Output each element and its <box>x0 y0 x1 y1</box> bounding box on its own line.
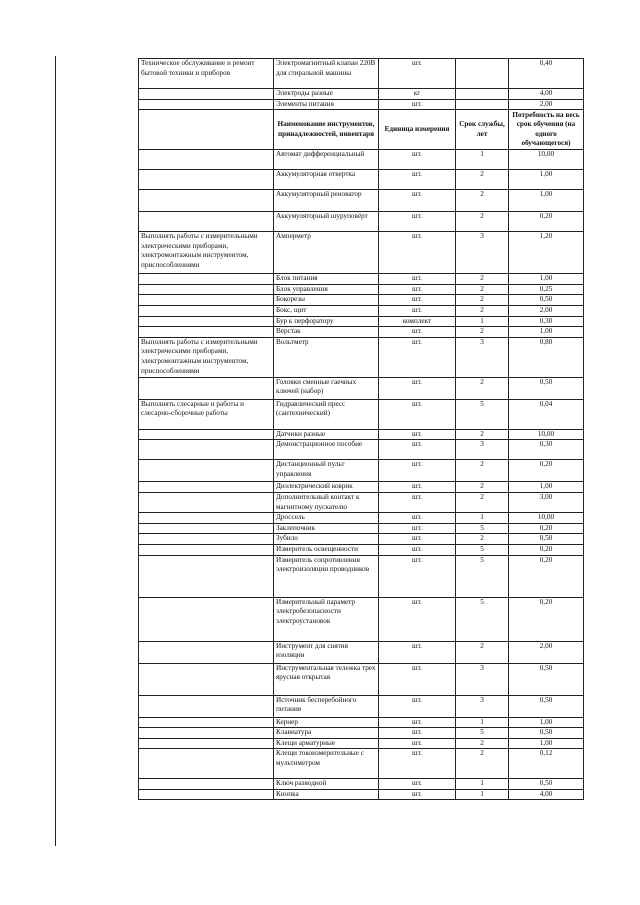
unit-cell: шт. <box>379 399 456 429</box>
table-row <box>139 513 584 524</box>
item-name-cell: Наименование инструментов, принадлежностей, инвентаря <box>274 110 379 150</box>
unit-cell: шт. <box>379 523 456 534</box>
service-life-cell: 2 <box>456 295 509 306</box>
table-row <box>139 641 584 663</box>
requirement-cell: 0,20 <box>509 555 584 597</box>
requirement-cell: 0,50 <box>509 534 584 545</box>
table-row <box>139 59 584 89</box>
table-row <box>139 789 584 800</box>
requirement-cell: 0,40 <box>509 59 584 89</box>
service-life-cell: 3 <box>456 337 509 377</box>
requirement-cell: 1,00 <box>509 170 584 190</box>
item-name-cell: Головки сменные гаечных ключей (набор) <box>274 377 379 399</box>
item-name-cell: Амперметр <box>274 232 379 274</box>
table-row <box>139 150 584 170</box>
item-name-cell: Электроды разные <box>274 89 379 100</box>
requirement-cell: 0,12 <box>509 749 584 779</box>
item-name-cell: Диэлектрический коврик <box>274 482 379 493</box>
unit-cell: шт. <box>379 695 456 717</box>
unit-cell: кг <box>379 89 456 100</box>
unit-cell: шт. <box>379 717 456 728</box>
table-row <box>139 749 584 779</box>
item-name-cell: Клещи токоизмерительные с мультиметром <box>274 749 379 779</box>
unit-cell: шт. <box>379 555 456 597</box>
service-life-cell: 1 <box>456 513 509 524</box>
table-row <box>139 440 584 460</box>
item-name-cell: Кернер <box>274 717 379 728</box>
activity-cell <box>139 717 274 728</box>
item-name-cell: Кнопка <box>274 789 379 800</box>
item-name-cell: Аккумуляторная отвертка <box>274 170 379 190</box>
table-row <box>139 295 584 306</box>
requirement-cell: 0,50 <box>509 728 584 739</box>
activity-cell: Выполнять работы с измерительными электрическими приборами, электромонтажным инструментом, приспособлениями <box>139 232 274 274</box>
activity-cell <box>139 779 274 790</box>
activity-cell <box>139 89 274 100</box>
activity-cell <box>139 641 274 663</box>
table-row <box>139 534 584 545</box>
page-margin-line <box>55 56 56 846</box>
activity-cell <box>139 534 274 545</box>
requirement-cell: 0,30 <box>509 440 584 460</box>
requirement-cell: 0,50 <box>509 663 584 695</box>
item-name-cell: Электромагнитный клапан 220В для стиральной машины <box>274 59 379 89</box>
unit-cell: шт. <box>379 284 456 295</box>
table-row <box>139 284 584 295</box>
requirement-cell: 0,20 <box>509 523 584 534</box>
activity-cell <box>139 274 274 285</box>
service-life-cell: 5 <box>456 597 509 641</box>
requirement-cell: 2,00 <box>509 641 584 663</box>
table-row <box>139 170 584 190</box>
activity-cell <box>139 99 274 110</box>
activity-cell <box>139 377 274 399</box>
service-life-cell: 3 <box>456 440 509 460</box>
item-name-cell: Инструмент для снятия изоляции <box>274 641 379 663</box>
service-life-cell: 5 <box>456 523 509 534</box>
table-row <box>139 492 584 512</box>
service-life-cell: 2 <box>456 492 509 512</box>
requirement-cell: 4,00 <box>509 89 584 100</box>
table-row <box>139 212 584 232</box>
service-life-cell: 2 <box>456 429 509 440</box>
unit-cell: шт. <box>379 99 456 110</box>
activity-cell <box>139 523 274 534</box>
table-row <box>139 555 584 597</box>
requirement-cell: 10,00 <box>509 513 584 524</box>
unit-cell: шт. <box>379 663 456 695</box>
item-name-cell: Бокс, щит <box>274 305 379 316</box>
activity-cell <box>139 295 274 306</box>
activity-cell: Выполнять слесарные и работы и слесарно-сборочные работы <box>139 399 274 429</box>
unit-cell: шт. <box>379 190 456 212</box>
requirement-cell: 2,00 <box>509 305 584 316</box>
activity-cell: Выполнять работы с измерительными электрическими приборами, электромонтажным инструментом, приспособлениями <box>139 337 274 377</box>
service-life-cell: 1 <box>456 789 509 800</box>
table-row <box>139 738 584 749</box>
unit-cell: шт. <box>379 779 456 790</box>
unit-cell: шт. <box>379 212 456 232</box>
item-name-cell: Верстак <box>274 327 379 338</box>
table-row <box>139 399 584 429</box>
activity-cell <box>139 492 274 512</box>
requirement-cell: 10,00 <box>509 429 584 440</box>
activity-cell <box>139 789 274 800</box>
unit-cell: шт. <box>379 59 456 89</box>
item-name-cell: Клавиатура <box>274 728 379 739</box>
item-name-cell: Измерительный параметр электробезопасности электроустановок <box>274 597 379 641</box>
item-name-cell: Зубило <box>274 534 379 545</box>
unit-cell: шт. <box>379 337 456 377</box>
service-life-cell: 5 <box>456 728 509 739</box>
service-life-cell: 5 <box>456 555 509 597</box>
unit-cell: шт. <box>379 641 456 663</box>
table-row <box>139 89 584 100</box>
requirement-cell: 10,00 <box>509 150 584 170</box>
unit-cell: шт. <box>379 749 456 779</box>
table-row <box>139 460 584 482</box>
requirement-cell: 0,25 <box>509 284 584 295</box>
table-row <box>139 523 584 534</box>
table-row <box>139 377 584 399</box>
service-life-cell: 5 <box>456 399 509 429</box>
table-row <box>139 597 584 641</box>
service-life-cell: Срок службы, лет <box>456 110 509 150</box>
equipment-table <box>138 58 584 800</box>
activity-cell <box>139 555 274 597</box>
unit-cell: шт. <box>379 440 456 460</box>
service-life-cell: 2 <box>456 190 509 212</box>
activity-cell <box>139 170 274 190</box>
unit-cell: шт. <box>379 728 456 739</box>
service-life-cell <box>456 89 509 100</box>
activity-cell <box>139 429 274 440</box>
unit-cell: шт. <box>379 513 456 524</box>
unit-cell: шт. <box>379 738 456 749</box>
table-row <box>139 717 584 728</box>
activity-cell <box>139 728 274 739</box>
activity-cell <box>139 150 274 170</box>
unit-cell: комплект <box>379 316 456 327</box>
item-name-cell: Аккумуляторный шуруповёрт <box>274 212 379 232</box>
unit-cell: шт. <box>379 170 456 190</box>
unit-cell: шт. <box>379 789 456 800</box>
service-life-cell: 1 <box>456 779 509 790</box>
service-life-cell <box>456 59 509 89</box>
unit-cell: Единица измерения <box>379 110 456 150</box>
requirement-cell: 0,50 <box>509 779 584 790</box>
requirement-cell: 0,30 <box>509 316 584 327</box>
service-life-cell: 2 <box>456 284 509 295</box>
requirement-cell: 0,50 <box>509 377 584 399</box>
unit-cell: шт. <box>379 305 456 316</box>
unit-cell: шт. <box>379 544 456 555</box>
table-row <box>139 779 584 790</box>
unit-cell: шт. <box>379 150 456 170</box>
service-life-cell: 3 <box>456 695 509 717</box>
table-header-row <box>139 110 584 150</box>
service-life-cell: 2 <box>456 170 509 190</box>
activity-cell <box>139 544 274 555</box>
table-row <box>139 429 584 440</box>
requirement-cell: 0,04 <box>509 399 584 429</box>
unit-cell: шт. <box>379 597 456 641</box>
requirement-cell: 0,50 <box>509 295 584 306</box>
activity-cell <box>139 190 274 212</box>
requirement-cell: 0,20 <box>509 212 584 232</box>
unit-cell: шт. <box>379 274 456 285</box>
activity-cell <box>139 110 274 150</box>
table-row <box>139 190 584 212</box>
item-name-cell: Вольтметр <box>274 337 379 377</box>
item-name-cell: Элементы питания <box>274 99 379 110</box>
requirement-cell: 0,20 <box>509 597 584 641</box>
unit-cell: шт. <box>379 534 456 545</box>
requirement-cell: 0,20 <box>509 460 584 482</box>
activity-cell <box>139 663 274 695</box>
item-name-cell: Демонстрационное пособие <box>274 440 379 460</box>
activity-cell <box>139 327 274 338</box>
requirement-cell: 1,00 <box>509 327 584 338</box>
item-name-cell: Бур к перфоратору <box>274 316 379 327</box>
activity-cell <box>139 513 274 524</box>
service-life-cell: 2 <box>456 274 509 285</box>
item-name-cell: Дополнительный контакт к магнитному пускателю <box>274 492 379 512</box>
item-name-cell: Аккумуляторный реноватор <box>274 190 379 212</box>
activity-cell <box>139 695 274 717</box>
requirement-cell: 1,00 <box>509 717 584 728</box>
table-row <box>139 337 584 377</box>
item-name-cell: Автомат дифференциальный <box>274 150 379 170</box>
item-name-cell: Инструментальная тележка трех ярусная открытая <box>274 663 379 695</box>
service-life-cell <box>456 99 509 110</box>
service-life-cell: 5 <box>456 544 509 555</box>
table-row <box>139 232 584 274</box>
item-name-cell: Измеритель освещенности <box>274 544 379 555</box>
service-life-cell: 2 <box>456 482 509 493</box>
requirement-cell: 1,00 <box>509 482 584 493</box>
activity-cell <box>139 284 274 295</box>
item-name-cell: Гидравлический пресс (сантехнический) <box>274 399 379 429</box>
item-name-cell: Измеритель сопротивления электроизоляции проводников <box>274 555 379 597</box>
activity-cell <box>139 212 274 232</box>
table-row <box>139 482 584 493</box>
service-life-cell: 2 <box>456 460 509 482</box>
unit-cell: шт. <box>379 429 456 440</box>
activity-cell: Техническое обслуживание и ремонт бытовой техники и приборов <box>139 59 274 89</box>
service-life-cell: 2 <box>456 305 509 316</box>
service-life-cell: 1 <box>456 150 509 170</box>
requirement-cell: 1,20 <box>509 232 584 274</box>
requirement-cell: 1,00 <box>509 274 584 285</box>
item-name-cell: Блок управления <box>274 284 379 295</box>
requirement-cell: 1,00 <box>509 738 584 749</box>
requirement-cell: Потребность на весь срок обучения (на одного обучающегося) <box>509 110 584 150</box>
table-row <box>139 316 584 327</box>
activity-cell <box>139 316 274 327</box>
unit-cell: шт. <box>379 492 456 512</box>
activity-cell <box>139 482 274 493</box>
table-row <box>139 274 584 285</box>
service-life-cell: 3 <box>456 232 509 274</box>
service-life-cell: 2 <box>456 738 509 749</box>
requirement-cell: 1,00 <box>509 190 584 212</box>
service-life-cell: 1 <box>456 316 509 327</box>
item-name-cell: Датчики разные <box>274 429 379 440</box>
activity-cell <box>139 597 274 641</box>
service-life-cell: 2 <box>456 749 509 779</box>
unit-cell: шт. <box>379 327 456 338</box>
service-life-cell: 3 <box>456 663 509 695</box>
activity-cell <box>139 738 274 749</box>
requirement-cell: 2,00 <box>509 99 584 110</box>
requirement-cell: 0,80 <box>509 337 584 377</box>
item-name-cell: Ключ разводной <box>274 779 379 790</box>
service-life-cell: 2 <box>456 641 509 663</box>
table-row <box>139 663 584 695</box>
requirement-cell: 4,00 <box>509 789 584 800</box>
item-name-cell: Клещи арматурные <box>274 738 379 749</box>
service-life-cell: 2 <box>456 212 509 232</box>
item-name-cell: Блок питания <box>274 274 379 285</box>
unit-cell: шт. <box>379 482 456 493</box>
table-row <box>139 695 584 717</box>
table-row <box>139 327 584 338</box>
unit-cell: шт. <box>379 232 456 274</box>
unit-cell: шт. <box>379 460 456 482</box>
item-name-cell: Дистанционный пульт управления <box>274 460 379 482</box>
activity-cell <box>139 440 274 460</box>
service-life-cell: 2 <box>456 377 509 399</box>
unit-cell: шт. <box>379 295 456 306</box>
requirement-cell: 0,50 <box>509 695 584 717</box>
activity-cell <box>139 749 274 779</box>
item-name-cell: Бокорезы <box>274 295 379 306</box>
service-life-cell: 2 <box>456 534 509 545</box>
item-name-cell: Источник бесперебойного питания <box>274 695 379 717</box>
service-life-cell: 2 <box>456 327 509 338</box>
item-name-cell: Дроссель <box>274 513 379 524</box>
table-row <box>139 728 584 739</box>
unit-cell: шт. <box>379 377 456 399</box>
item-name-cell: Заклепочник <box>274 523 379 534</box>
requirement-cell: 0,20 <box>509 544 584 555</box>
activity-cell <box>139 460 274 482</box>
service-life-cell: 1 <box>456 717 509 728</box>
table-row <box>139 99 584 110</box>
table-row <box>139 544 584 555</box>
activity-cell <box>139 305 274 316</box>
requirement-cell: 3,00 <box>509 492 584 512</box>
table-row <box>139 305 584 316</box>
